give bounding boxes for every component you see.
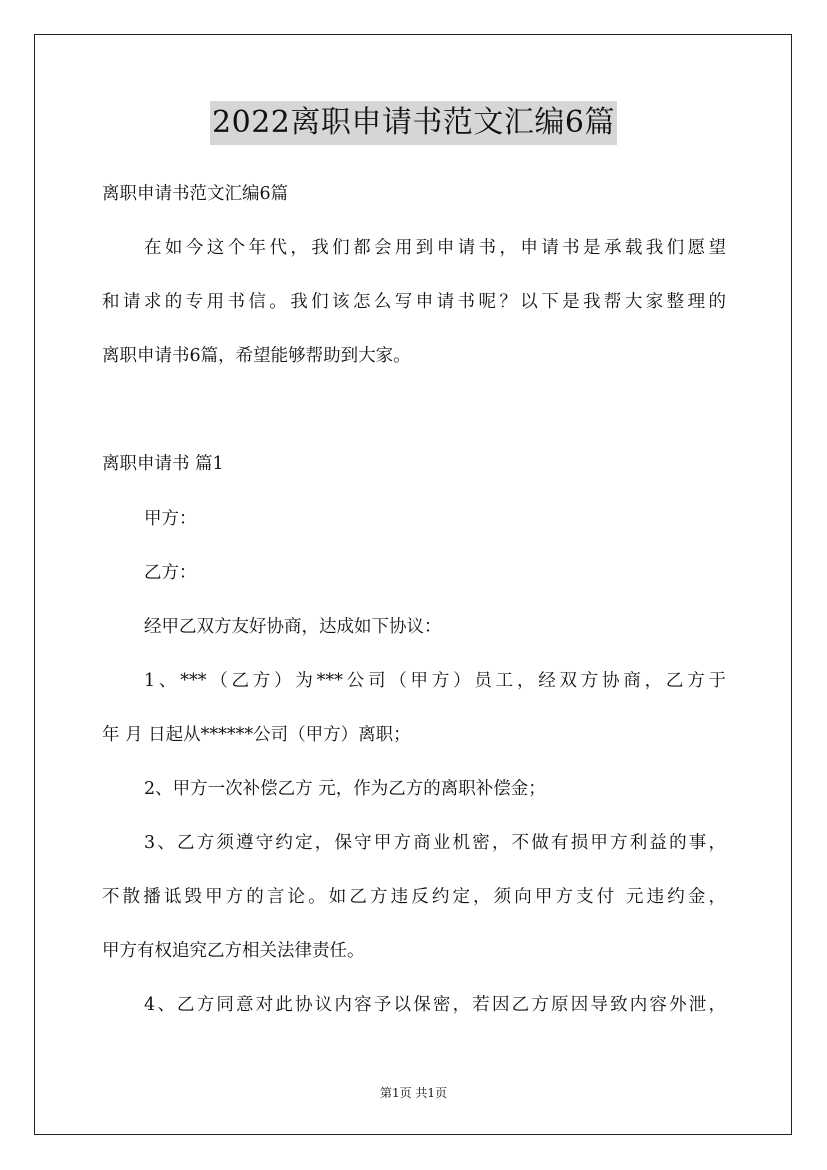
clause-1-line-1: 1、***（乙方）为***公司（甲方）员工，经双方协商，乙方于 xyxy=(144,671,726,691)
agreement-intro: 经甲乙双方友好协商，达成如下协议： xyxy=(144,617,442,637)
clause-4-line-1: 4、乙方同意对此协议内容予以保密，若因乙方原因导致内容外泄， xyxy=(144,995,726,1015)
page-indicator: 第1页 共1页 xyxy=(379,1086,448,1100)
document-title: 2022离职申请书范文汇编6篇 xyxy=(210,101,617,145)
party-a-label: 甲方： xyxy=(144,509,197,529)
intro-line-2: 和请求的专用书信。我们该怎么写申请书呢？以下是我帮大家整理的 xyxy=(102,292,726,312)
clause-3-line-3: 甲方有权追究乙方相关法律责任。 xyxy=(102,941,365,961)
party-b-label: 乙方： xyxy=(144,563,197,583)
intro-line-1: 在如今这个年代，我们都会用到申请书，申请书是承载我们愿望 xyxy=(144,238,726,258)
intro-line-3: 离职申请书6篇，希望能够帮助到大家。 xyxy=(102,346,411,366)
clause-2: 2、甲方一次补偿乙方 元，作为乙方的离职补偿金； xyxy=(144,779,546,799)
clause-3-line-1: 3、乙方须遵守约定，保守甲方商业机密，不做有损甲方利益的事， xyxy=(144,833,726,853)
document-subtitle: 离职申请书范文汇编6篇 xyxy=(102,184,289,204)
clause-1-line-2: 年 月 日起从******公司（甲方）离职； xyxy=(102,725,411,745)
clause-3-line-2: 不散播诋毁甲方的言论。如乙方违反约定，须向甲方支付 元违约金， xyxy=(102,887,726,907)
page-footer xyxy=(0,1085,827,1101)
document-title-container xyxy=(0,101,827,145)
section-heading: 离职申请书 篇1 xyxy=(102,454,224,474)
